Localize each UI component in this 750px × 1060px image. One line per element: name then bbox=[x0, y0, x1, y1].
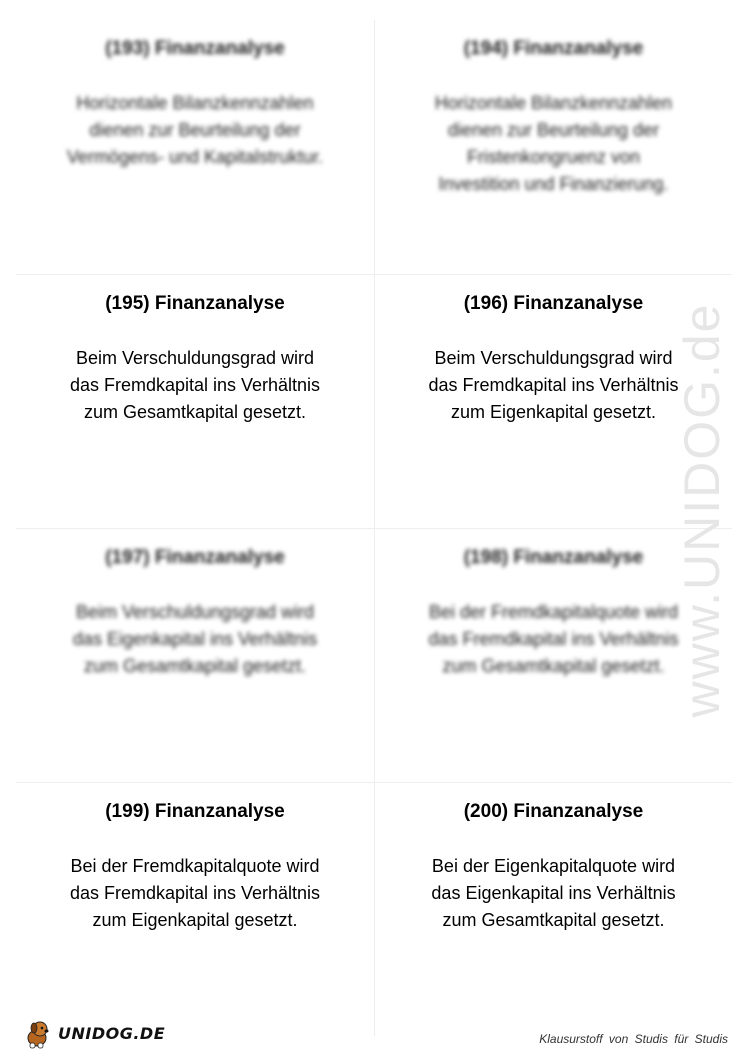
card-title: (200) Finanzanalyse bbox=[463, 801, 644, 822]
watermark-text: www.UNIDOG.de bbox=[674, 302, 730, 718]
card-text bbox=[26, 345, 364, 426]
card-title: (194) Finanzanalyse bbox=[463, 38, 644, 59]
card-line: Beim Verschuldungsgrad wird bbox=[434, 348, 673, 368]
card-line: Vermögens- und Kapitalstruktur. bbox=[66, 147, 324, 167]
card-title: (193) Finanzanalyse bbox=[105, 38, 285, 59]
card-line: dienen zur Beurteilung der bbox=[447, 120, 660, 140]
card-line: zum Gesamtkapital gesetzt. bbox=[83, 656, 307, 676]
card-title: (197) Finanzanalyse bbox=[105, 547, 285, 568]
card-195 bbox=[16, 274, 374, 528]
card-197 bbox=[16, 528, 374, 782]
card-text bbox=[26, 599, 364, 680]
card-line: das Fremdkapital ins Verhältnis bbox=[428, 629, 679, 649]
card-194 bbox=[374, 20, 732, 274]
card-title: (195) Finanzanalyse bbox=[105, 293, 285, 314]
card-title: (198) Finanzanalyse bbox=[463, 547, 644, 568]
card-line: zum Gesamtkapital gesetzt. bbox=[442, 656, 665, 676]
card-line: das Eigenkapital ins Verhältnis bbox=[72, 629, 318, 649]
card-line: das Fremdkapital ins Verhältnis bbox=[428, 375, 679, 395]
logo-text: UNIDOG.DE bbox=[58, 1023, 166, 1043]
card-text bbox=[26, 90, 364, 171]
card-line: das Eigenkapital ins Verhältnis bbox=[431, 883, 676, 903]
card-line: Horizontale Bilanzkennzahlen bbox=[434, 93, 673, 113]
card-title: (196) Finanzanalyse bbox=[463, 293, 644, 314]
card-line: Bei der Fremdkapitalquote wird bbox=[70, 856, 320, 876]
footer-tagline: Klausurstoff von Studis für Studis bbox=[539, 1032, 728, 1046]
card-line: zum Eigenkapital gesetzt. bbox=[92, 910, 298, 930]
card-200 bbox=[374, 782, 732, 1036]
card-line: Horizontale Bilanzkennzahlen bbox=[76, 93, 314, 113]
watermark bbox=[672, 280, 732, 740]
card-line: zum Gesamtkapital gesetzt. bbox=[442, 910, 665, 930]
card-text bbox=[385, 90, 722, 198]
card-line: Bei der Fremdkapitalquote wird bbox=[428, 602, 679, 622]
card-193 bbox=[16, 20, 374, 274]
card-line: zum Gesamtkapital gesetzt. bbox=[83, 402, 307, 422]
card-line: Fristenkongruenz von bbox=[466, 147, 641, 167]
dog-mascot-icon bbox=[22, 1016, 56, 1050]
card-199 bbox=[16, 782, 374, 1036]
card-text bbox=[385, 853, 722, 934]
card-line: dienen zur Beurteilung der bbox=[89, 120, 301, 140]
card-line: Beim Verschuldungsgrad wird bbox=[75, 602, 315, 622]
card-line: Investition und Finanzierung. bbox=[438, 174, 669, 194]
card-line: zum Eigenkapital gesetzt. bbox=[450, 402, 657, 422]
unidog-logo[interactable] bbox=[22, 1015, 165, 1051]
card-title: (199) Finanzanalyse bbox=[105, 801, 285, 822]
card-line: das Fremdkapital ins Verhältnis bbox=[69, 375, 321, 395]
card-text bbox=[26, 853, 364, 934]
card-grid bbox=[16, 20, 732, 1036]
card-line: Beim Verschuldungsgrad wird bbox=[75, 348, 315, 368]
card-line: das Fremdkapital ins Verhältnis bbox=[69, 883, 321, 903]
card-line: Bei der Eigenkapitalquote wird bbox=[431, 856, 676, 876]
